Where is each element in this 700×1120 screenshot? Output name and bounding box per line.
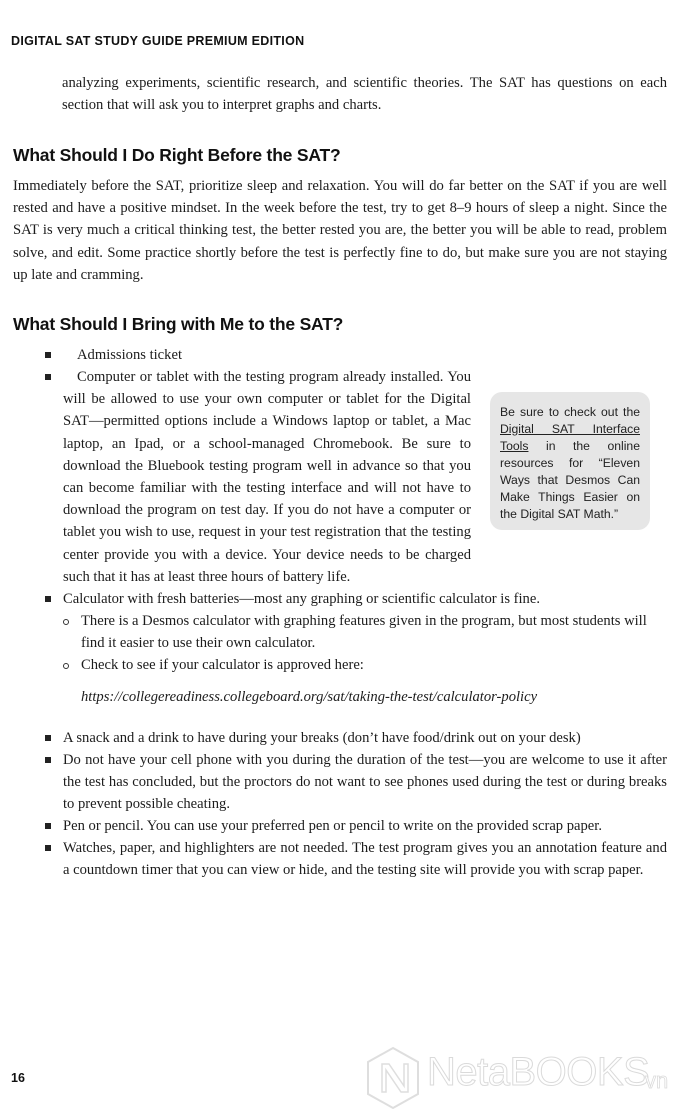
heading-before-sat: What Should I Do Right Before the SAT?	[13, 145, 341, 165]
list-item: Computer or tablet with the testing program already installed. You will be allowed to use your own computer or tablet for the Digital SAT—permitted options include a Windows laptop or tablet, a Mac laptop, an Ipad, or a school-managed Chromebook. Be sure to download the Bluebook testing program well in advance so that you can become familiar with the testing interface and will not have to download the program on test day. If you do not have a computer or tablet you wish to use, request in your test registration that the testing center provide you with a device. Your device needs to be charged such that it has at least three hours of battery life.	[63, 369, 471, 585]
list-item: Do not have your cell phone with you during the duration of the test—you are welcome to use it after the test has concluded, but the proctors do not want to see phones used during the test or during breaks to prevent possible cheating.	[63, 752, 667, 813]
calculator-policy-url[interactable]: https://collegereadiness.collegeboard.org/sat/taking-the-test/calculator-policy	[81, 689, 538, 705]
bullet-square-icon	[45, 735, 51, 741]
callout-text-after: in the online resources for “Eleven Ways that Desmos Can Make Things Easier on the Digital SAT Math.”	[500, 439, 640, 521]
watermark	[365, 1044, 700, 1114]
list-item: A snack and a drink to have during your breaks (don’t have food/drink out on your desk)	[63, 730, 581, 746]
bullet-square-icon	[45, 374, 51, 380]
heading-bring-to-sat: What Should I Bring with Me to the SAT?	[13, 314, 344, 334]
sub-list-item: There is a Desmos calculator with graphing features given in the program, but most students will find it easier to use their own calculator.	[81, 613, 647, 652]
list-item: Calculator with fresh batteries—most any graphing or scientific calculator is fine.	[63, 591, 540, 607]
running-head: DIGITAL SAT STUDY GUIDE PREMIUM EDITION	[11, 34, 305, 48]
bullet-square-icon	[45, 757, 51, 763]
intro-text: analyzing experiments, scientific research, and scientific theories. The SAT has questions on each section that will ask you to interpret graphs and charts.	[62, 75, 667, 114]
watermark-suffix: vn	[645, 1068, 669, 1093]
watermark-logo-icon	[365, 1046, 421, 1110]
list-item: Watches, paper, and highlighters are not needed. The test program gives you an annotation feature and a countdown timer that you can view or hide, and the testing site will provide you with scrap paper.	[63, 840, 667, 879]
list-item: Pen or pencil. You can use your preferred pen or pencil to write on the provided scrap paper.	[63, 818, 602, 834]
sidebar-callout	[490, 392, 650, 530]
bullet-circle-icon	[63, 663, 69, 669]
bullet-square-icon	[45, 352, 51, 358]
intro-paragraph	[62, 72, 667, 116]
before-sat-paragraph: Immediately before the SAT, prioritize sleep and relaxation. You will do far better on the SAT if you are well rested and have a positive mindset. In the week before the test, try to get 8–9 hours of sleep a night. Since the SAT is very much a critical thinking test, the better rested you are, the better you will be able to read, problem solve, and edit. Some practice shortly before the test is perfectly fine to do, but make sure you are not staying up late and cramming.	[13, 178, 667, 283]
bullet-square-icon	[45, 845, 51, 851]
list-item: Admissions ticket	[77, 347, 182, 363]
bullet-square-icon	[45, 823, 51, 829]
callout-text-before: Be sure to check out the	[500, 405, 640, 419]
bullet-circle-icon	[63, 619, 69, 625]
callout-link[interactable]: Digital SAT Interface Tools	[500, 422, 640, 453]
bullet-square-icon	[45, 596, 51, 602]
sub-list-item: Check to see if your calculator is approved here:	[81, 657, 364, 673]
page-number: 16	[11, 1071, 25, 1085]
watermark-text: NetaBOOKS	[427, 1050, 650, 1094]
